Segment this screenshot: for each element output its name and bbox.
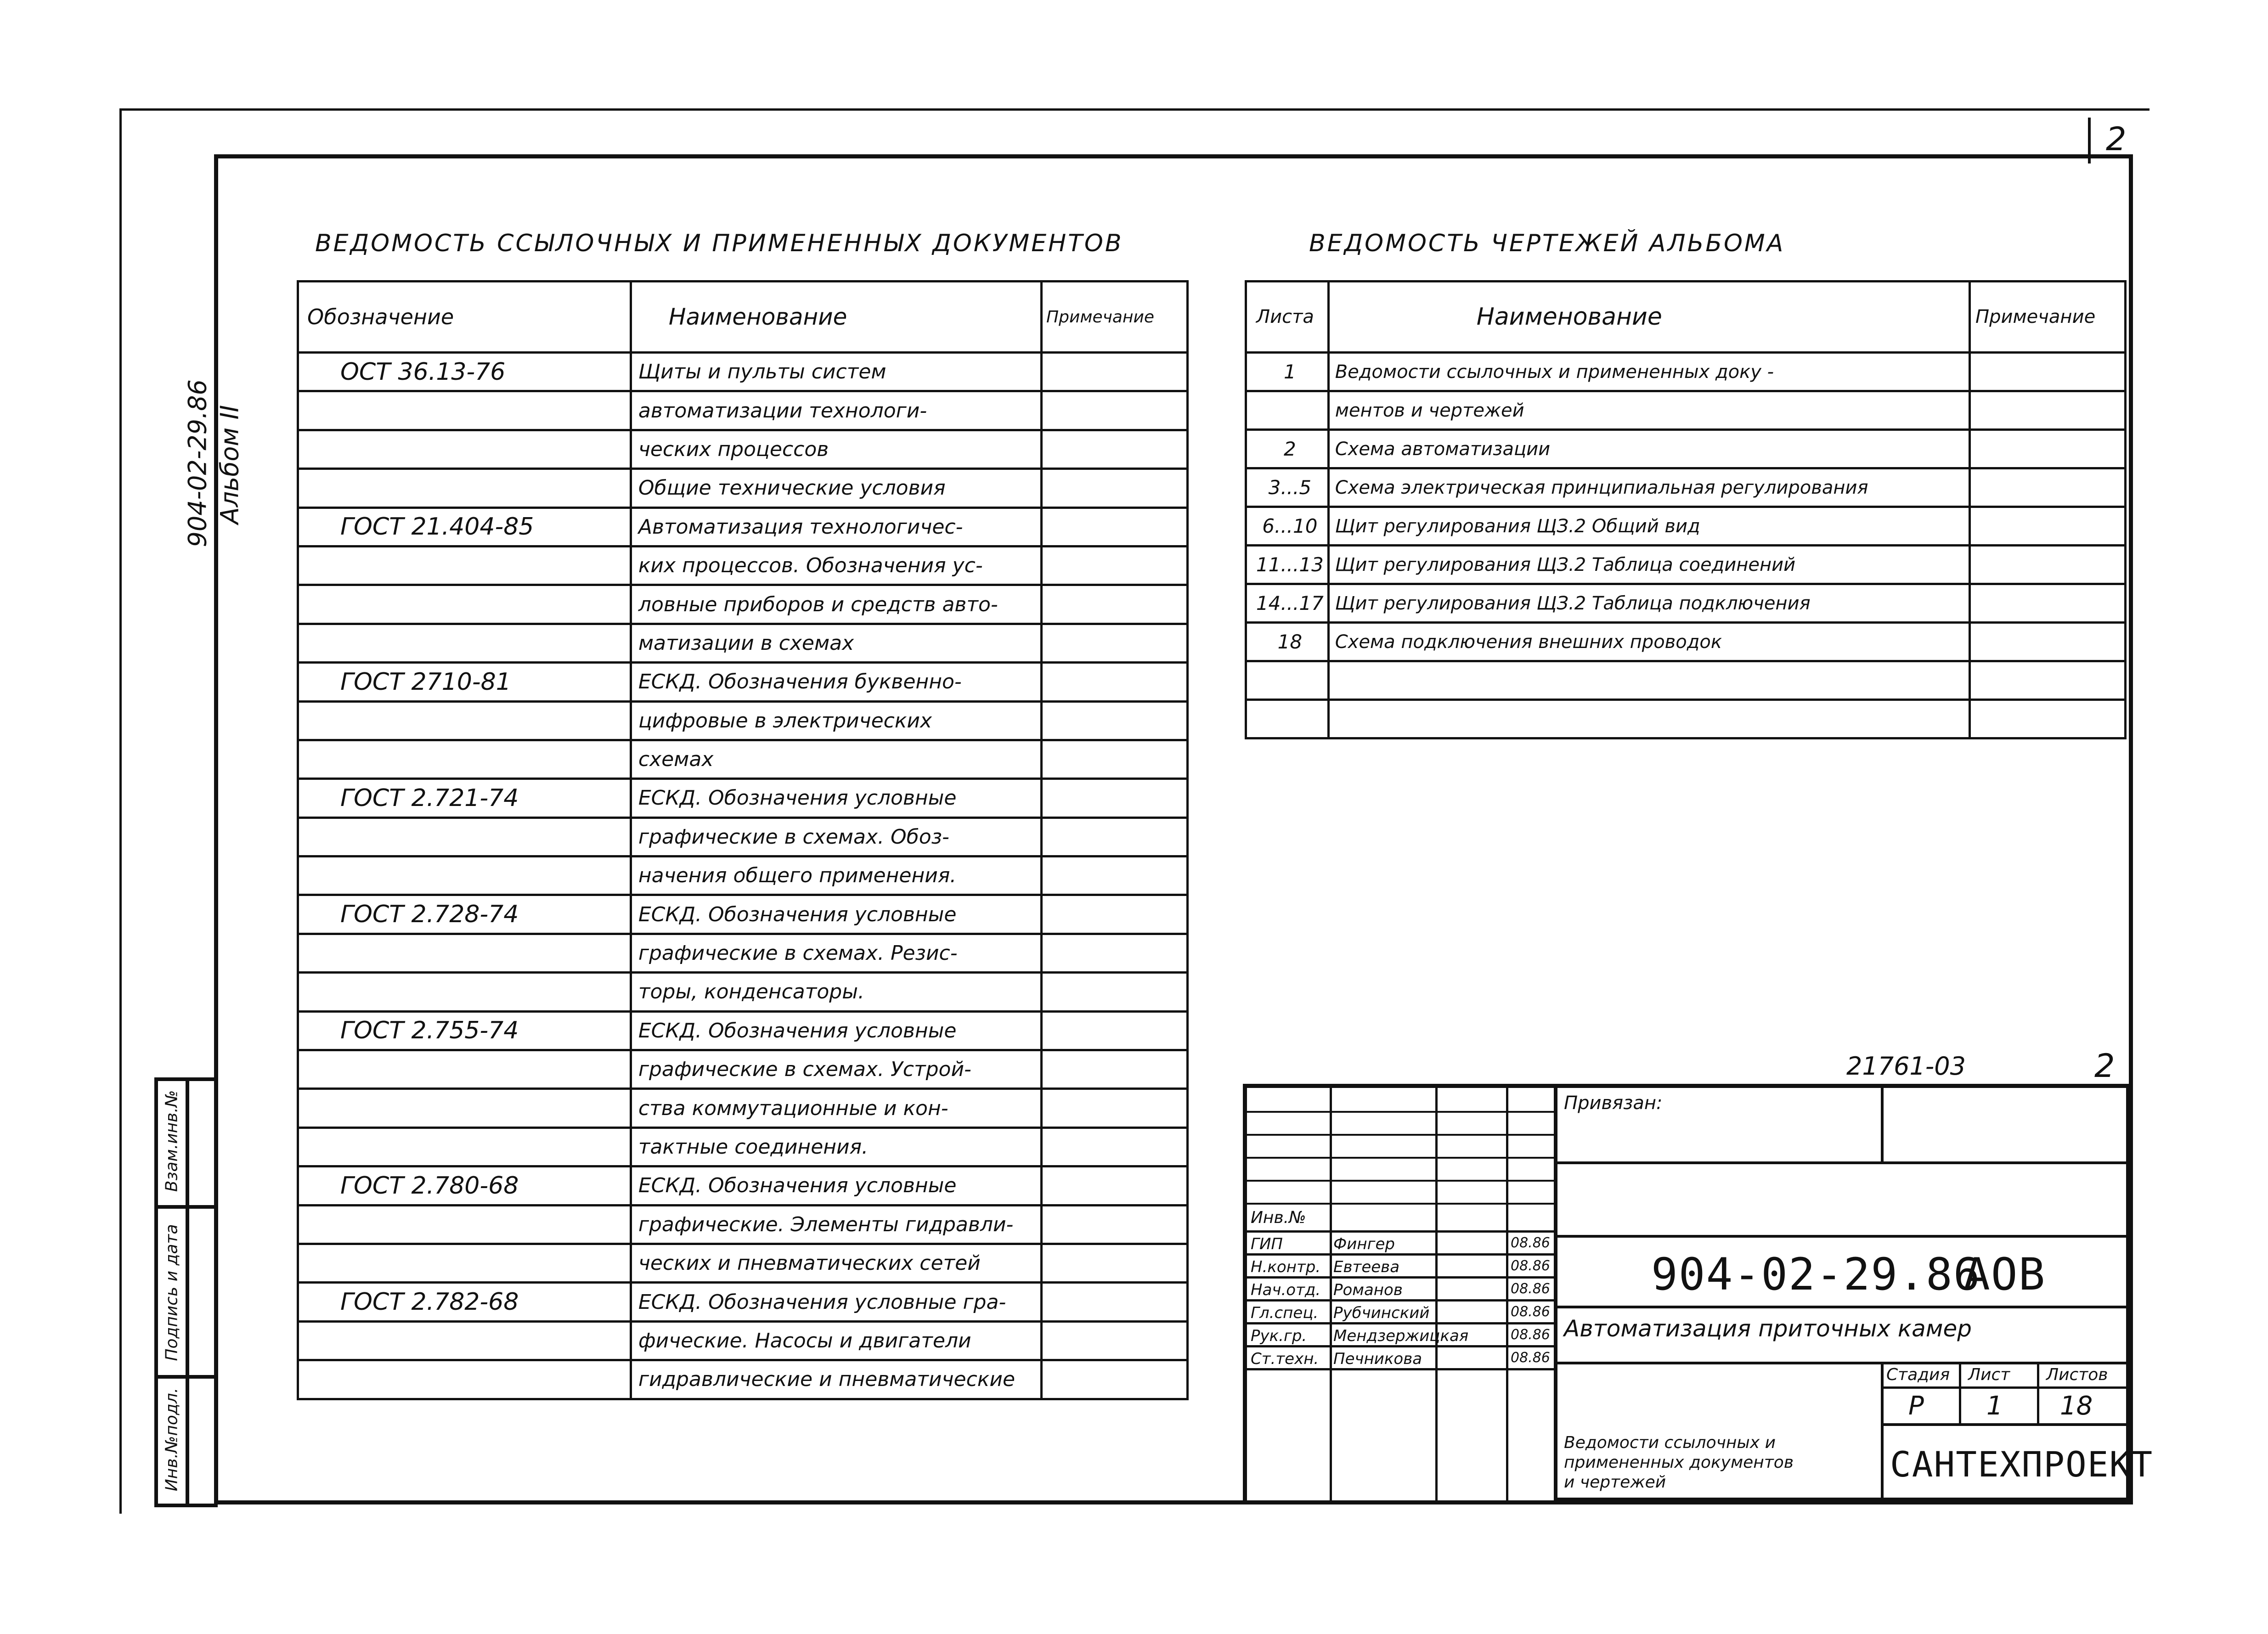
signature-role: ГИП (1251, 1235, 1283, 1253)
title-block (1243, 1084, 2154, 1500)
refs-cell-name: ческих процессов (631, 430, 1041, 468)
signature-name: Фингер (1333, 1235, 1395, 1253)
refs-row (298, 856, 1188, 895)
refs-row (298, 391, 1188, 430)
refs-cell-name: гидравлические и пневматические (631, 1360, 1041, 1399)
refs-cell-note (1042, 353, 1188, 391)
refs-cell-code: ГОСТ 2.755-74 (298, 1011, 631, 1050)
refs-cell-name: графические в схемах. Резис- (631, 934, 1041, 972)
signature-date: 08.86 (1511, 1350, 1550, 1366)
refs-cell-code (298, 585, 631, 624)
signature-date: 08.86 (1511, 1235, 1550, 1251)
drawings-cell-name: Схема подключения внешних проводок (1328, 623, 1969, 661)
refs-cell-code (298, 740, 631, 778)
refs-cell-name: Щиты и пульты систем (631, 353, 1041, 391)
drawings-cell-name: Схема автоматизации (1328, 430, 1969, 468)
refs-cell-code (298, 1089, 631, 1127)
refs-row (298, 1127, 1188, 1166)
refs-cell-note (1042, 740, 1188, 778)
drawings-cell-name (1328, 661, 1969, 700)
refs-cell-name: торы, конденсаторы. (631, 973, 1041, 1011)
org-name: САНТЕХПРОЕКТ (1890, 1444, 2154, 1485)
drawings-cell-name (1328, 700, 1969, 738)
refs-cell-code (298, 1244, 631, 1282)
side-box-label-1: Инв.№подл. (162, 1387, 181, 1492)
drawings-header-note: Примечание (1970, 282, 2126, 353)
refs-cell-note (1042, 1321, 1188, 1360)
refs-header-note: Примечание (1042, 282, 1188, 353)
drawings-row (1246, 546, 2126, 584)
signature-date: 08.86 (1511, 1281, 1550, 1297)
refs-cell-code (298, 1050, 631, 1089)
sheets-label: Листов (2046, 1365, 2108, 1384)
refs-cell-code (298, 934, 631, 972)
refs-row (298, 817, 1188, 856)
doc-title-line-1: Ведомости ссылочных и (1564, 1433, 1776, 1452)
refs-cell-name: ЕСКД. Обозначения условные гра- (631, 1283, 1041, 1321)
stage-label: Стадия (1886, 1365, 1950, 1384)
refs-row (298, 624, 1188, 662)
refs-cell-note (1042, 624, 1188, 662)
drawings-cell-name: Ведомости ссылочных и примененных доку - (1328, 353, 1969, 391)
refs-cell-code: ОСТ 36.13-76 (298, 353, 631, 391)
drawings-row (1246, 468, 2126, 507)
drawings-row (1246, 623, 2126, 661)
refs-row (298, 1321, 1188, 1360)
drawings-row (1246, 353, 2126, 391)
sheet-label: Лист (1968, 1365, 2010, 1384)
drawings-cell-note (1970, 468, 2126, 507)
drawings-cell-sheet (1246, 700, 1329, 738)
side-box-label-3: Взам.инв.№ (162, 1090, 181, 1192)
drawings-cell-note (1970, 661, 2126, 700)
signature-date: 08.86 (1511, 1258, 1550, 1274)
refs-cell-code (298, 701, 631, 740)
drawings-header-sheet: Листа (1246, 282, 1329, 353)
refs-cell-code: ГОСТ 2.721-74 (298, 779, 631, 817)
refs-row (298, 1205, 1188, 1244)
sheets-value: 18 (2060, 1391, 2093, 1421)
drawings-cell-note (1970, 623, 2126, 661)
drawings-cell-sheet: 14...17 (1246, 584, 1329, 623)
refs-cell-code (298, 1321, 631, 1360)
refs-cell-note (1042, 856, 1188, 895)
refs-row (298, 469, 1188, 507)
refs-cell-note (1042, 817, 1188, 856)
refs-cell-note (1042, 391, 1188, 430)
drawings-cell-name: Щит регулирования ЩЗ.2 Общий вид (1328, 507, 1969, 546)
drawings-cell-sheet (1246, 661, 1329, 700)
refs-cell-name: ЕСКД. Обозначения условные (631, 895, 1041, 934)
drawings-row (1246, 700, 2126, 738)
refs-cell-name: матизации в схемах (631, 624, 1041, 662)
refs-cell-note (1042, 663, 1188, 701)
signature-date: 08.86 (1511, 1327, 1550, 1343)
page-number: 2 (2106, 120, 2127, 158)
refs-cell-name: ЕСКД. Обозначения буквенно- (631, 663, 1041, 701)
refs-row (298, 663, 1188, 701)
refs-row (298, 701, 1188, 740)
drawings-cell-sheet: 1 (1246, 353, 1329, 391)
archive-number: 21761-03 (1846, 1052, 1966, 1081)
outer-frame-top (119, 108, 2150, 111)
drawings-cell-sheet: 11...13 (1246, 546, 1329, 584)
refs-cell-code (298, 973, 631, 1011)
drawings-cell-name: Щит регулирования ЩЗ.2 Таблица подключения (1328, 584, 1969, 623)
refs-cell-code (298, 469, 631, 507)
signature-date: 08.86 (1511, 1304, 1550, 1320)
refs-header-name: Наименование (631, 282, 1041, 353)
refs-cell-code (298, 817, 631, 856)
refs-row (298, 1283, 1188, 1321)
refs-row (298, 1244, 1188, 1282)
refs-cell-name: фические. Насосы и двигатели (631, 1321, 1041, 1360)
drawings-header-name: Наименование (1328, 282, 1969, 353)
refs-cell-code (298, 1360, 631, 1399)
refs-cell-note (1042, 701, 1188, 740)
refs-cell-code: ГОСТ 2.780-68 (298, 1166, 631, 1205)
refs-cell-note (1042, 1360, 1188, 1399)
project-name: Автоматизация приточных камер (1564, 1315, 1972, 1342)
refs-row (298, 1011, 1188, 1050)
drawings-row (1246, 584, 2126, 623)
signature-name: Евтеева (1333, 1258, 1400, 1276)
refs-title: ВЕДОМОСТЬ ССЫЛОЧНЫХ И ПРИМЕНЕННЫХ ДОКУМЕНТОВ (315, 230, 1123, 257)
archive-sheet-number: 2 (2094, 1047, 2115, 1085)
refs-cell-note (1042, 1089, 1188, 1127)
drawings-cell-sheet: 3...5 (1246, 468, 1329, 507)
drawings-cell-sheet: 2 (1246, 430, 1329, 468)
refs-row (298, 507, 1188, 546)
drawings-cell-note (1970, 430, 2126, 468)
refs-cell-note (1042, 895, 1188, 934)
refs-cell-name: цифровые в электрических (631, 701, 1041, 740)
drawings-row (1246, 507, 2126, 546)
refs-row (298, 973, 1188, 1011)
inv-label: Инв.№ (1251, 1208, 1306, 1227)
refs-cell-name: ЕСКД. Обозначения условные (631, 1166, 1041, 1205)
doc-title-line-2: примененных документов (1564, 1453, 1794, 1472)
refs-cell-code (298, 430, 631, 468)
refs-cell-name: графические в схемах. Устрой- (631, 1050, 1041, 1089)
doc-title-line-3: и чертежей (1564, 1473, 1666, 1492)
refs-row (298, 546, 1188, 585)
refs-cell-name: схемах (631, 740, 1041, 778)
drawings-cell-note (1970, 584, 2126, 623)
drawings-cell-name: Щит регулирования ЩЗ.2 Таблица соединений (1328, 546, 1969, 584)
signature-role: Нач.отд. (1251, 1281, 1321, 1299)
refs-row (298, 779, 1188, 817)
drawings-cell-sheet: 18 (1246, 623, 1329, 661)
signature-role: Н.контр. (1251, 1258, 1321, 1276)
refs-row (298, 1050, 1188, 1089)
refs-cell-code (298, 624, 631, 662)
stage-value: Р (1908, 1391, 1924, 1421)
refs-cell-name: Общие технические условия (631, 469, 1041, 507)
outer-frame-left (119, 108, 122, 1514)
refs-cell-name: ЕСКД. Обозначения условные (631, 779, 1041, 817)
sheet-value: 1 (1986, 1391, 2003, 1421)
signature-name: Романов (1333, 1281, 1403, 1299)
refs-cell-code (298, 391, 631, 430)
drawings-cell-note (1970, 353, 2126, 391)
drawings-cell-note (1970, 700, 2126, 738)
drawings-table (1245, 280, 2127, 739)
refs-cell-name: тактные соединения. (631, 1127, 1041, 1166)
drawings-cell-sheet (1246, 391, 1329, 430)
drawings-cell-note (1970, 391, 2126, 430)
refs-cell-note (1042, 1244, 1188, 1282)
signature-name: Печникова (1333, 1350, 1422, 1368)
refs-cell-code (298, 1127, 631, 1166)
refs-cell-name: ЕСКД. Обозначения условные (631, 1011, 1041, 1050)
refs-cell-code: ГОСТ 2710-81 (298, 663, 631, 701)
drawings-cell-sheet: 6...10 (1246, 507, 1329, 546)
refs-cell-name: ства коммутационные и кон- (631, 1089, 1041, 1127)
refs-cell-note (1042, 507, 1188, 546)
drawings-cell-name: Схема электрическая принципиальная регулирования (1328, 468, 1969, 507)
refs-header-code: Обозначение (298, 282, 631, 353)
refs-cell-note (1042, 1050, 1188, 1089)
refs-row (298, 1166, 1188, 1205)
refs-cell-note (1042, 1283, 1188, 1321)
refs-cell-note (1042, 546, 1188, 585)
refs-cell-code: ГОСТ 2.728-74 (298, 895, 631, 934)
signature-name: Мендзержицкая (1333, 1327, 1469, 1345)
side-boxes (154, 1077, 218, 1507)
side-doc-number: 904-02-29.86 (183, 379, 212, 547)
side-album: Альбом II (215, 405, 244, 524)
refs-row (298, 353, 1188, 391)
refs-row (298, 1360, 1188, 1399)
drawings-row (1246, 430, 2126, 468)
refs-cell-note (1042, 1127, 1188, 1166)
signature-role: Ст.техн. (1251, 1350, 1319, 1368)
refs-row (298, 585, 1188, 624)
refs-row (298, 430, 1188, 468)
refs-row (298, 934, 1188, 972)
drawings-row (1246, 391, 2126, 430)
refs-cell-code: ГОСТ 21.404-85 (298, 507, 631, 546)
drawings-cell-note (1970, 546, 2126, 584)
privyazan-label: Привязан: (1564, 1093, 1663, 1114)
refs-table (297, 280, 1189, 1400)
refs-cell-name: Автоматизация технологичес- (631, 507, 1041, 546)
signature-name: Рубчинский (1333, 1304, 1430, 1322)
refs-cell-name: графические. Элементы гидравли- (631, 1205, 1041, 1244)
refs-cell-note (1042, 1011, 1188, 1050)
refs-row (298, 895, 1188, 934)
doc-code: 904-02-29.86 (1651, 1249, 1981, 1300)
refs-row (298, 740, 1188, 778)
refs-cell-name: графические в схемах. Обоз- (631, 817, 1041, 856)
refs-cell-note (1042, 585, 1188, 624)
refs-cell-code (298, 856, 631, 895)
drawings-row (1246, 661, 2126, 700)
refs-cell-name: ческих и пневматических сетей (631, 1244, 1041, 1282)
refs-cell-name: ловные приборов и средств авто- (631, 585, 1041, 624)
refs-cell-code: ГОСТ 2.782-68 (298, 1283, 631, 1321)
signature-role: Гл.спец. (1251, 1304, 1319, 1322)
refs-cell-note (1042, 430, 1188, 468)
refs-cell-code (298, 546, 631, 585)
refs-row (298, 1089, 1188, 1127)
side-box-label-2: Подпись и дата (162, 1224, 181, 1361)
refs-cell-note (1042, 779, 1188, 817)
drawings-cell-note (1970, 507, 2126, 546)
drawings-title: ВЕДОМОСТЬ ЧЕРТЕЖЕЙ АЛЬБОМА (1309, 230, 1785, 257)
refs-cell-note (1042, 973, 1188, 1011)
signature-role: Рук.гр. (1251, 1327, 1307, 1345)
refs-cell-code (298, 1205, 631, 1244)
doc-suffix: АОВ (1963, 1249, 2046, 1300)
refs-cell-note (1042, 1205, 1188, 1244)
refs-cell-name: автоматизации технологи- (631, 391, 1041, 430)
refs-cell-note (1042, 1166, 1188, 1205)
drawings-cell-name: ментов и чертежей (1328, 391, 1969, 430)
refs-cell-name: начения общего применения. (631, 856, 1041, 895)
refs-cell-note (1042, 469, 1188, 507)
refs-cell-note (1042, 934, 1188, 972)
refs-cell-name: ких процессов. Обозначения ус- (631, 546, 1041, 585)
